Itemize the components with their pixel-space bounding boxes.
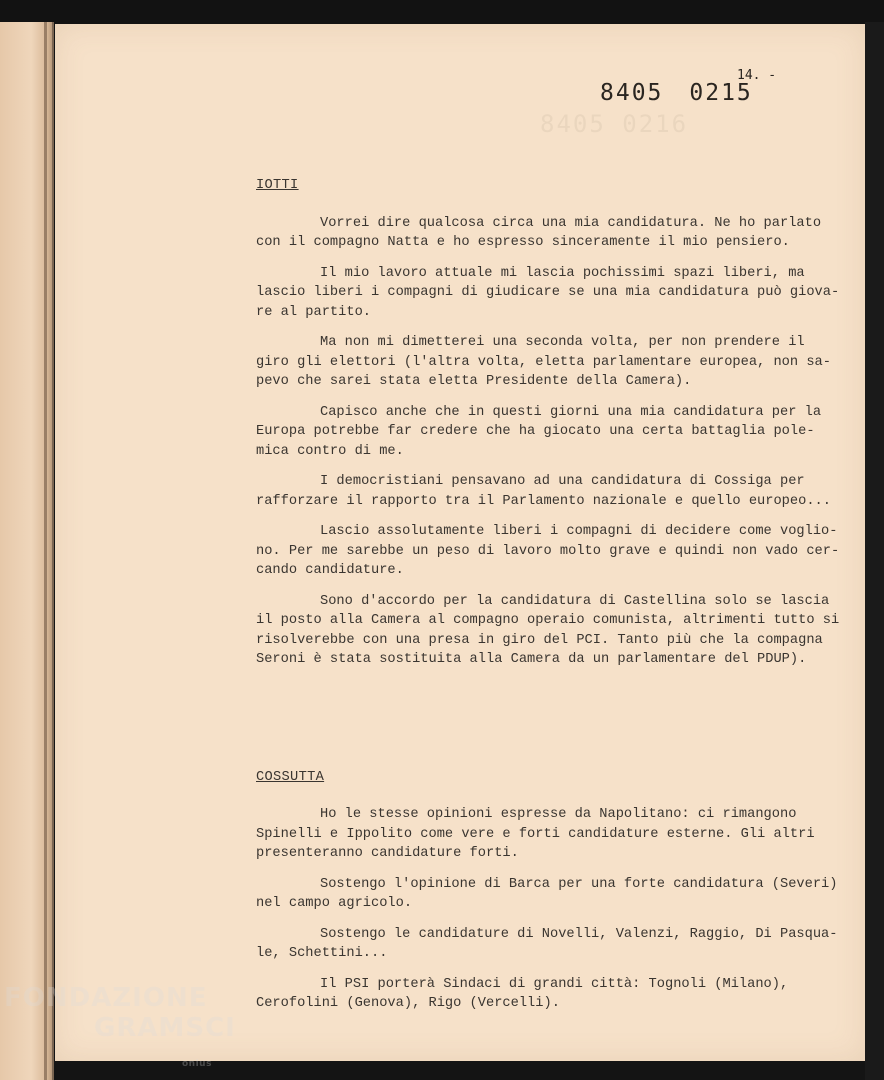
document-number-right: 0215 (689, 80, 753, 106)
text-line: lascio liberi i compagni di giudicare se una mia candidatura può giova- (256, 285, 840, 300)
document-number-left: 8405 (600, 80, 664, 106)
text-line: Seroni è stata sostituita alla Camera da un parlamentare del PDUP). (256, 652, 807, 667)
paragraph (256, 333, 836, 392)
paragraph (256, 403, 836, 462)
text-line: le, Schettini... (256, 946, 388, 961)
text-line: presenteranno candidature forti. (256, 846, 519, 861)
paragraph (256, 214, 836, 253)
text-line: il posto alla Camera al compagno operaio comunista, altrimenti tutto si (256, 613, 840, 628)
text-line: re al partito. (256, 304, 371, 320)
right-dark-edge (865, 22, 884, 1080)
text-line: Sono d'accordo per la candidatura di Castellina solo se lascia (320, 593, 830, 609)
fondazione-gramsci-watermark (4, 983, 236, 1069)
document-number (600, 68, 777, 106)
text-line: pevo che sarei stata eletta Presidente della Camera). (256, 374, 692, 389)
watermark-line-1: FONDAZIONE (4, 983, 208, 1013)
text-line: Capisco anche che in questi giorni una mia candidatura per la (320, 404, 822, 420)
paragraph (256, 264, 840, 323)
text-line: Il mio lavoro attuale mi lascia pochissimi spazi liberi, ma (320, 265, 805, 281)
speaker-heading: IOTTI (256, 178, 299, 193)
text-line: giro gli elettori (l'altra volta, eletta parlamentare europea, non sa- (256, 354, 831, 370)
text-line: con il compagno Natta e ho espresso sinceramente il mio pensiero. (256, 235, 790, 250)
document-page-annotation: 14. - (737, 68, 777, 83)
text-line: Cerofolini (Genova), Rigo (Vercelli). (256, 996, 560, 1011)
text-line: Spinelli e Ippolito come vere e forti candidature esterne. Gli altri (256, 826, 815, 842)
text-line: risolverebbe con una presa in giro del PCI. Tanto più che la compagna (256, 632, 823, 648)
paragraph (256, 472, 836, 511)
text-line: Sostengo le candidature di Novelli, Valenzi, Raggio, Di Pasqua- (320, 926, 838, 942)
top-dark-band (0, 0, 884, 26)
text-line: Ma non mi dimetterei una seconda volta, per non prendere il (320, 335, 805, 350)
paragraph (256, 875, 836, 914)
text-line: Il PSI porterà Sindaci di grandi città: Tognoli (Milano), (320, 976, 789, 992)
text-line: cando candidature. (256, 563, 404, 578)
text-line: Lascio assolutamente liberi i compagni di decidere come voglio- (320, 524, 838, 539)
paragraph (256, 592, 840, 670)
paragraph (256, 975, 836, 1014)
bleed-through-number: 8405 0216 (540, 110, 689, 138)
text-line: no. Per me sarebbe un peso di lavoro molto grave e quindi non vado cer- (256, 543, 840, 559)
text-line: Vorrei dire qualcosa circa una mia candidatura. Ne ho parlato (320, 215, 822, 231)
binder-edge (44, 22, 47, 1080)
watermark-line-2: GRAMSCI (94, 1013, 236, 1043)
watermark-line-3: onlus (182, 1059, 212, 1069)
text-line: nel campo agricolo. (256, 896, 413, 911)
text-line: I democristiani pensavano ad una candidatura di Cossiga per (320, 474, 805, 489)
paragraph (256, 805, 836, 864)
document-body (256, 176, 840, 1025)
text-line: Ho le stesse opinioni espresse da Napolitano: ci rimangono (320, 807, 797, 822)
paragraph (256, 925, 836, 964)
speaker-heading: COSSUTTA (256, 769, 325, 785)
text-line: mica contro di me. (256, 443, 404, 459)
paragraph (256, 522, 840, 581)
text-line: rafforzare il rapporto tra il Parlamento nazionale e quello europeo... (256, 493, 831, 509)
text-line: Sostengo l'opinione di Barca per una forte candidatura (Severi) (320, 876, 838, 892)
text-line: Europa potrebbe far credere che ha giocato una certa battaglia pole- (256, 424, 815, 439)
